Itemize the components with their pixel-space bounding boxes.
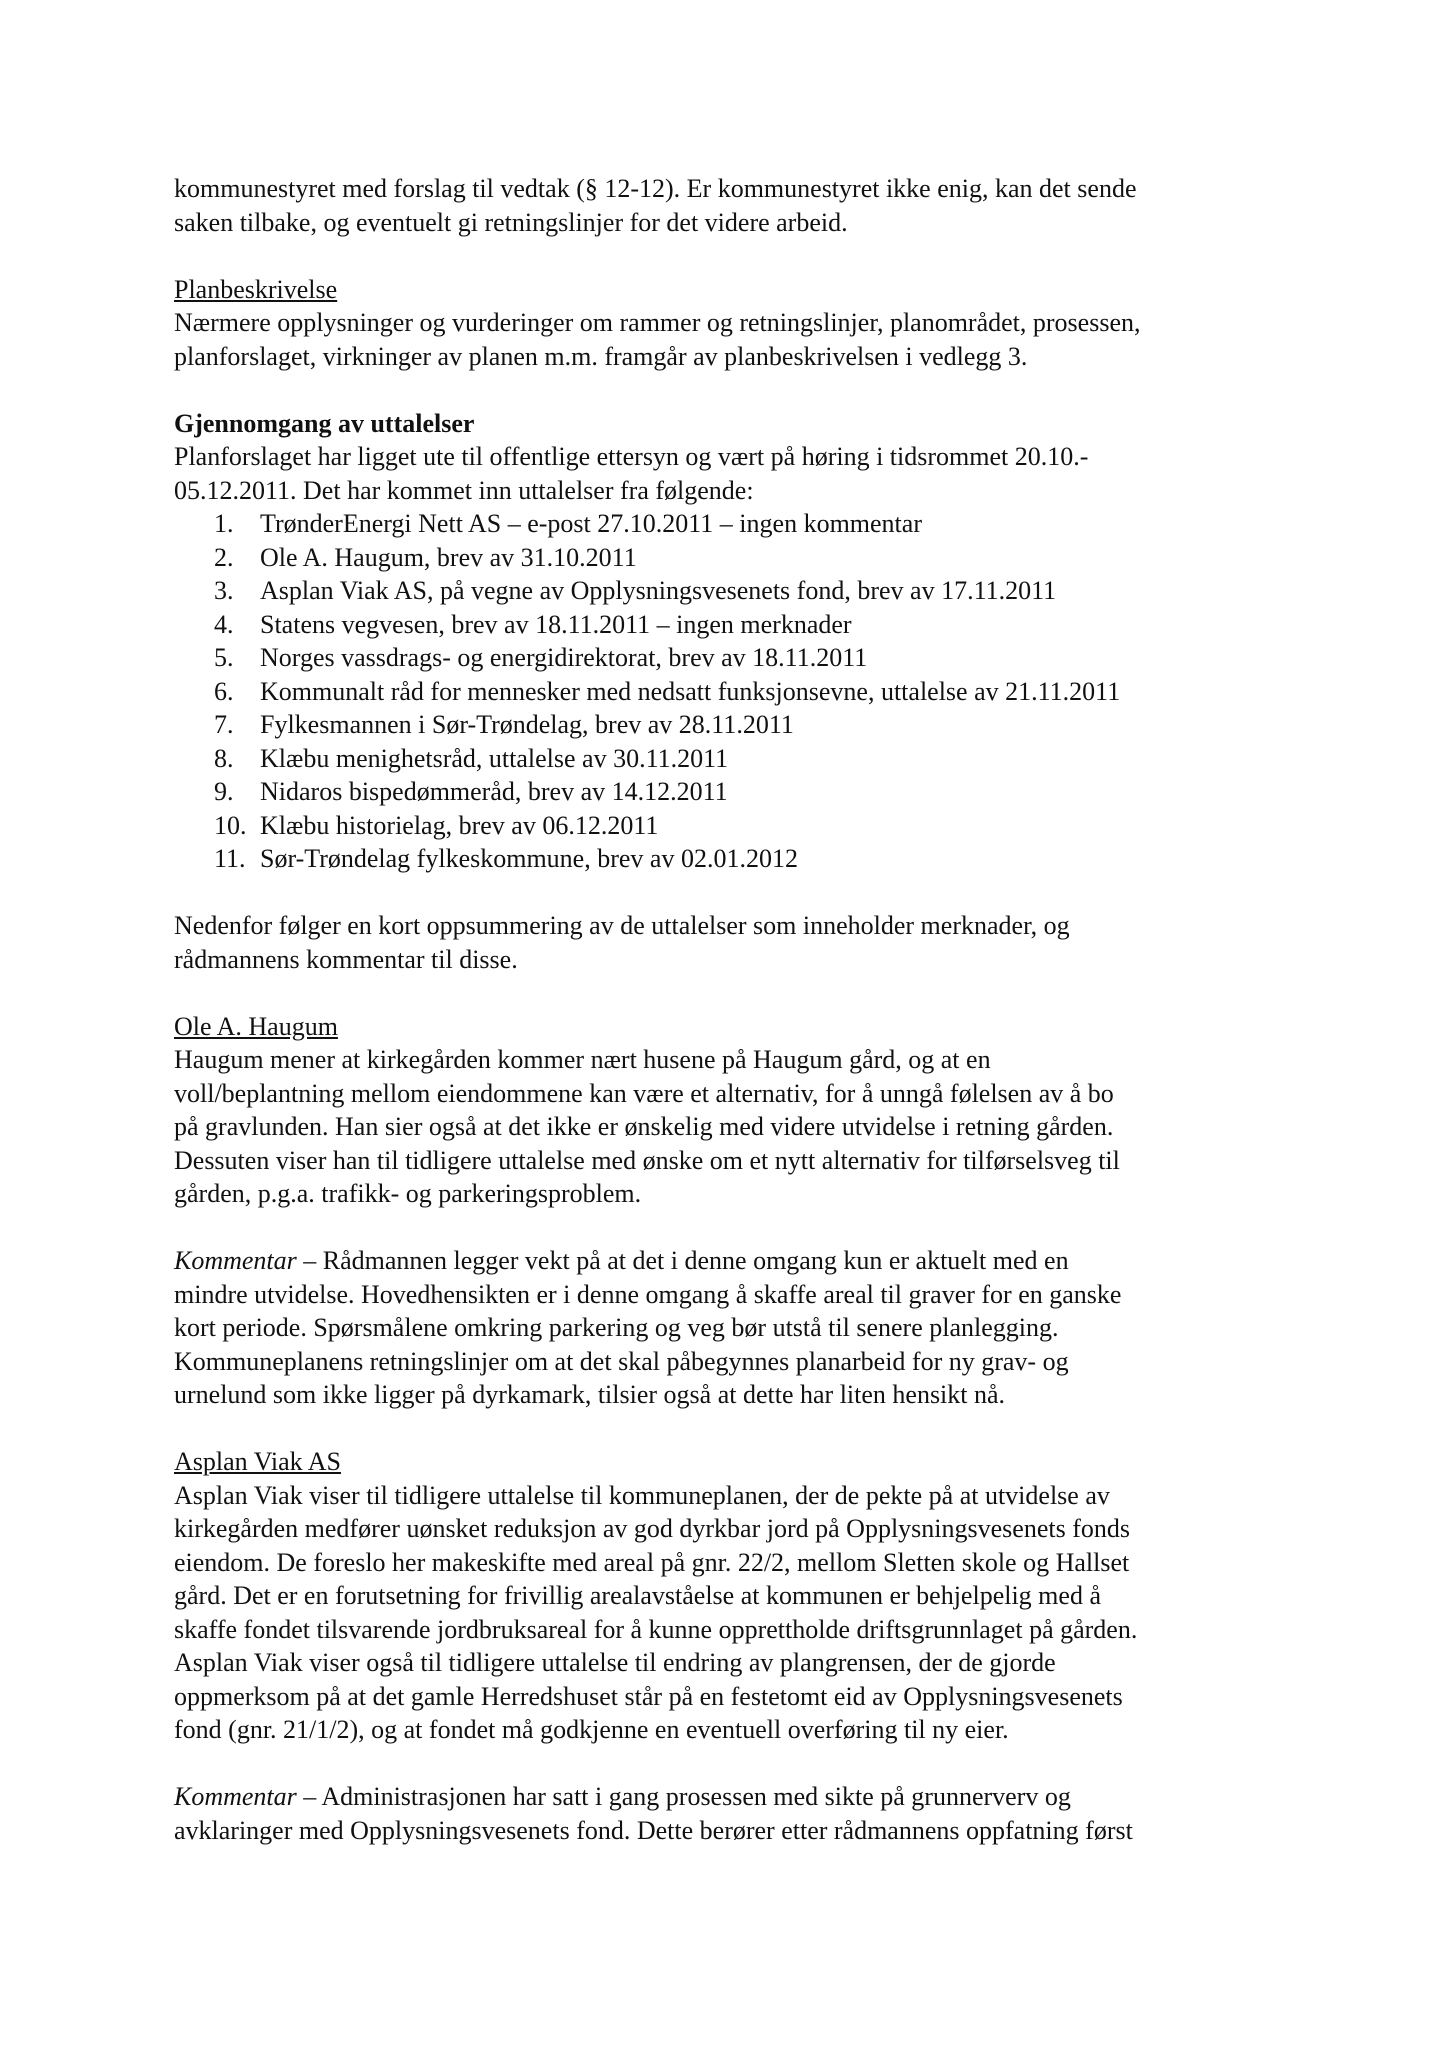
list-item-text: Kommunalt råd for mennesker med nedsatt funksjonsevne, uttalelse av 21.11.2011: [260, 676, 1121, 706]
list-item-text: Norges vassdrags- og energidirektorat, brev av 18.11.2011: [260, 643, 868, 672]
list-item-number: 9.: [214, 777, 234, 806]
text-line: skaffe fondet tilsvarende jordbruksareal for å kunne opprettholde driftsgrunnlaget på gården.: [174, 1614, 1138, 1644]
list-item: [174, 541, 1284, 575]
asplan-kommentar-paragraph: [174, 1780, 1284, 1847]
list-item: [174, 574, 1284, 608]
list-item-number: 1.: [214, 509, 234, 538]
list-item-number: 6.: [214, 676, 234, 706]
intro-paragraph: [174, 172, 1284, 239]
kommentar-label: Kommentar: [174, 1782, 297, 1811]
list-item-text: Klæbu historielag, brev av 06.12.2011: [260, 810, 659, 840]
list-item-text: Ole A. Haugum, brev av 31.10.2011: [260, 542, 637, 572]
haugum-kommentar-paragraph: [174, 1244, 1284, 1412]
list-item-number: 4.: [214, 609, 234, 639]
haugum-paragraph: [174, 1043, 1284, 1211]
haugum-heading: Ole A. Haugum: [174, 1011, 338, 1041]
text-line: kort periode. Spørsmålene omkring parkering og veg bør utstå til senere planlegging.: [174, 1313, 1059, 1342]
text-line: urnelund som ikke ligger på dyrkamark, tilsier også at dette har liten hensikt nå.: [174, 1380, 1006, 1409]
list-item-number: 2.: [214, 542, 234, 572]
uttalelser-list: [174, 507, 1284, 876]
list-item: [174, 809, 1284, 843]
list-item-number: 5.: [214, 643, 234, 672]
list-item-text: Klæbu menighetsråd, uttalelse av 30.11.2011: [260, 743, 729, 773]
text-line: på gravlunden. Han sier også at det ikke er ønskelig med videre utvidelse i retning gården.: [174, 1112, 1114, 1141]
list-item-text: Nidaros bispedømmeråd, brev av 14.12.2011: [260, 777, 728, 806]
list-item: [174, 608, 1284, 642]
asplan-heading: Asplan Viak AS: [174, 1447, 341, 1476]
list-item-text: Sør-Trøndelag fylkeskommune, brev av 02.01.2012: [260, 844, 798, 873]
text-line: Planforslaget har ligget ute til offentlige ettersyn og vært på høring i tidsrommet 20.10.-: [174, 442, 1089, 471]
gjennomgang-paragraph: [174, 440, 1284, 507]
text-line: gården, p.g.a. trafikk- og parkeringsproblem.: [174, 1179, 642, 1208]
text-line: gård. Det er en forutsetning for frivillig arealavståelse at kommunen er behjelpelig med å: [174, 1581, 1101, 1610]
list-item: [174, 675, 1284, 709]
text-line: voll/beplantning mellom eiendommene kan være et alternativ, for å unngå følelsen av å bo: [174, 1078, 1114, 1108]
gjennomgang-heading: Gjennomgang av uttalelser: [174, 408, 475, 438]
text-line: oppmerksom på at det gamle Herredshuset står på en festetomt eid av Opplysningsvesenets: [174, 1681, 1123, 1711]
text-line: avklaringer med Opplysningsvesenets fond. Dette berører etter rådmannens oppfatning først: [174, 1815, 1133, 1845]
nedenfor-paragraph: [174, 909, 1284, 976]
list-item-number: 7.: [214, 710, 234, 739]
text-line: Asplan Viak viser også til tidligere uttalelse til endring av plangrensen, der de gjorde: [174, 1648, 1056, 1677]
text-line: Nedenfor følger en kort oppsummering av de uttalelser som inneholder merknader, og: [174, 911, 1070, 940]
text-line: fond (gnr. 21/1/2), og at fondet må godkjenne en eventuell overføring til ny eier.: [174, 1715, 1009, 1744]
planbeskrivelse-heading: Planbeskrivelse: [174, 274, 338, 304]
text-line: mindre utvidelse. Hovedhensikten er i denne omgang å skaffe areal til graver for en ganske: [174, 1279, 1122, 1309]
text-line: 05.12.2011. Det har kommet inn uttalelser fra følgende:: [174, 475, 754, 505]
list-item: [174, 742, 1284, 776]
text-line: Nærmere opplysninger og vurderinger om rammer og retningslinjer, planområdet, prosessen,: [174, 308, 1141, 337]
list-item: [174, 842, 1284, 876]
text-line: Kommuneplanens retningslinjer om at det skal påbegynnes planarbeid for ny grav- og: [174, 1346, 1069, 1376]
list-item-text: TrønderEnergi Nett AS – e-post 27.10.2011 – ingen kommentar: [260, 509, 922, 538]
text-line: [174, 1780, 1284, 1814]
kommentar-text: – Rådmannen legger vekt på at det i denne omgang kun er aktuelt med en: [296, 1246, 1069, 1275]
list-item-number: 11.: [214, 844, 246, 873]
list-item-number: 8.: [214, 743, 234, 773]
text-line: [174, 1244, 1284, 1278]
text-line: planforslaget, virkninger av planen m.m. framgår av planbeskrivelsen i vedlegg 3.: [174, 341, 1028, 371]
text-line: kommunestyret med forslag til vedtak (§ 12-12). Er kommunestyret ikke enig, kan det sende: [174, 174, 1137, 203]
text-line: Dessuten viser han til tidligere uttalelse med ønske om et nytt alternativ for tilførselsveg til: [174, 1145, 1120, 1175]
planbeskrivelse-paragraph: [174, 306, 1284, 373]
list-item: [174, 775, 1284, 809]
text-line: Haugum mener at kirkegården kommer nært husene på Haugum gård, og at en: [174, 1045, 991, 1074]
text-line: eiendom. De foreslo her makeskifte med areal på gnr. 22/2, mellom Sletten skole og Hallset: [174, 1547, 1130, 1577]
list-item: [174, 507, 1284, 541]
asplan-paragraph: [174, 1479, 1284, 1747]
kommentar-label: Kommentar: [174, 1246, 297, 1275]
list-item-text: Statens vegvesen, brev av 18.11.2011 – ingen merknader: [260, 609, 852, 639]
text-line: kirkegården medfører uønsket reduksjon av god dyrkbar jord på Opplysningsvesenets fonds: [174, 1514, 1130, 1543]
text-line: saken tilbake, og eventuelt gi retningslinjer for det videre arbeid.: [174, 207, 848, 237]
list-item-text: Asplan Viak AS, på vegne av Opplysningsvesenets fond, brev av 17.11.2011: [260, 576, 1057, 605]
list-item: [174, 641, 1284, 675]
kommentar-text: – Administrasjonen har satt i gang prosessen med sikte på grunnerverv og: [296, 1782, 1071, 1811]
list-item: [174, 708, 1284, 742]
text-line: rådmannens kommentar til disse.: [174, 944, 518, 974]
document-page: [174, 172, 1284, 1847]
list-item-number: 3.: [214, 576, 234, 605]
text-line: Asplan Viak viser til tidligere uttalelse til kommuneplanen, der de pekte på at utvidelse av: [174, 1480, 1110, 1510]
list-item-text: Fylkesmannen i Sør-Trøndelag, brev av 28.11.2011: [260, 710, 794, 739]
list-item-number: 10.: [214, 810, 247, 840]
